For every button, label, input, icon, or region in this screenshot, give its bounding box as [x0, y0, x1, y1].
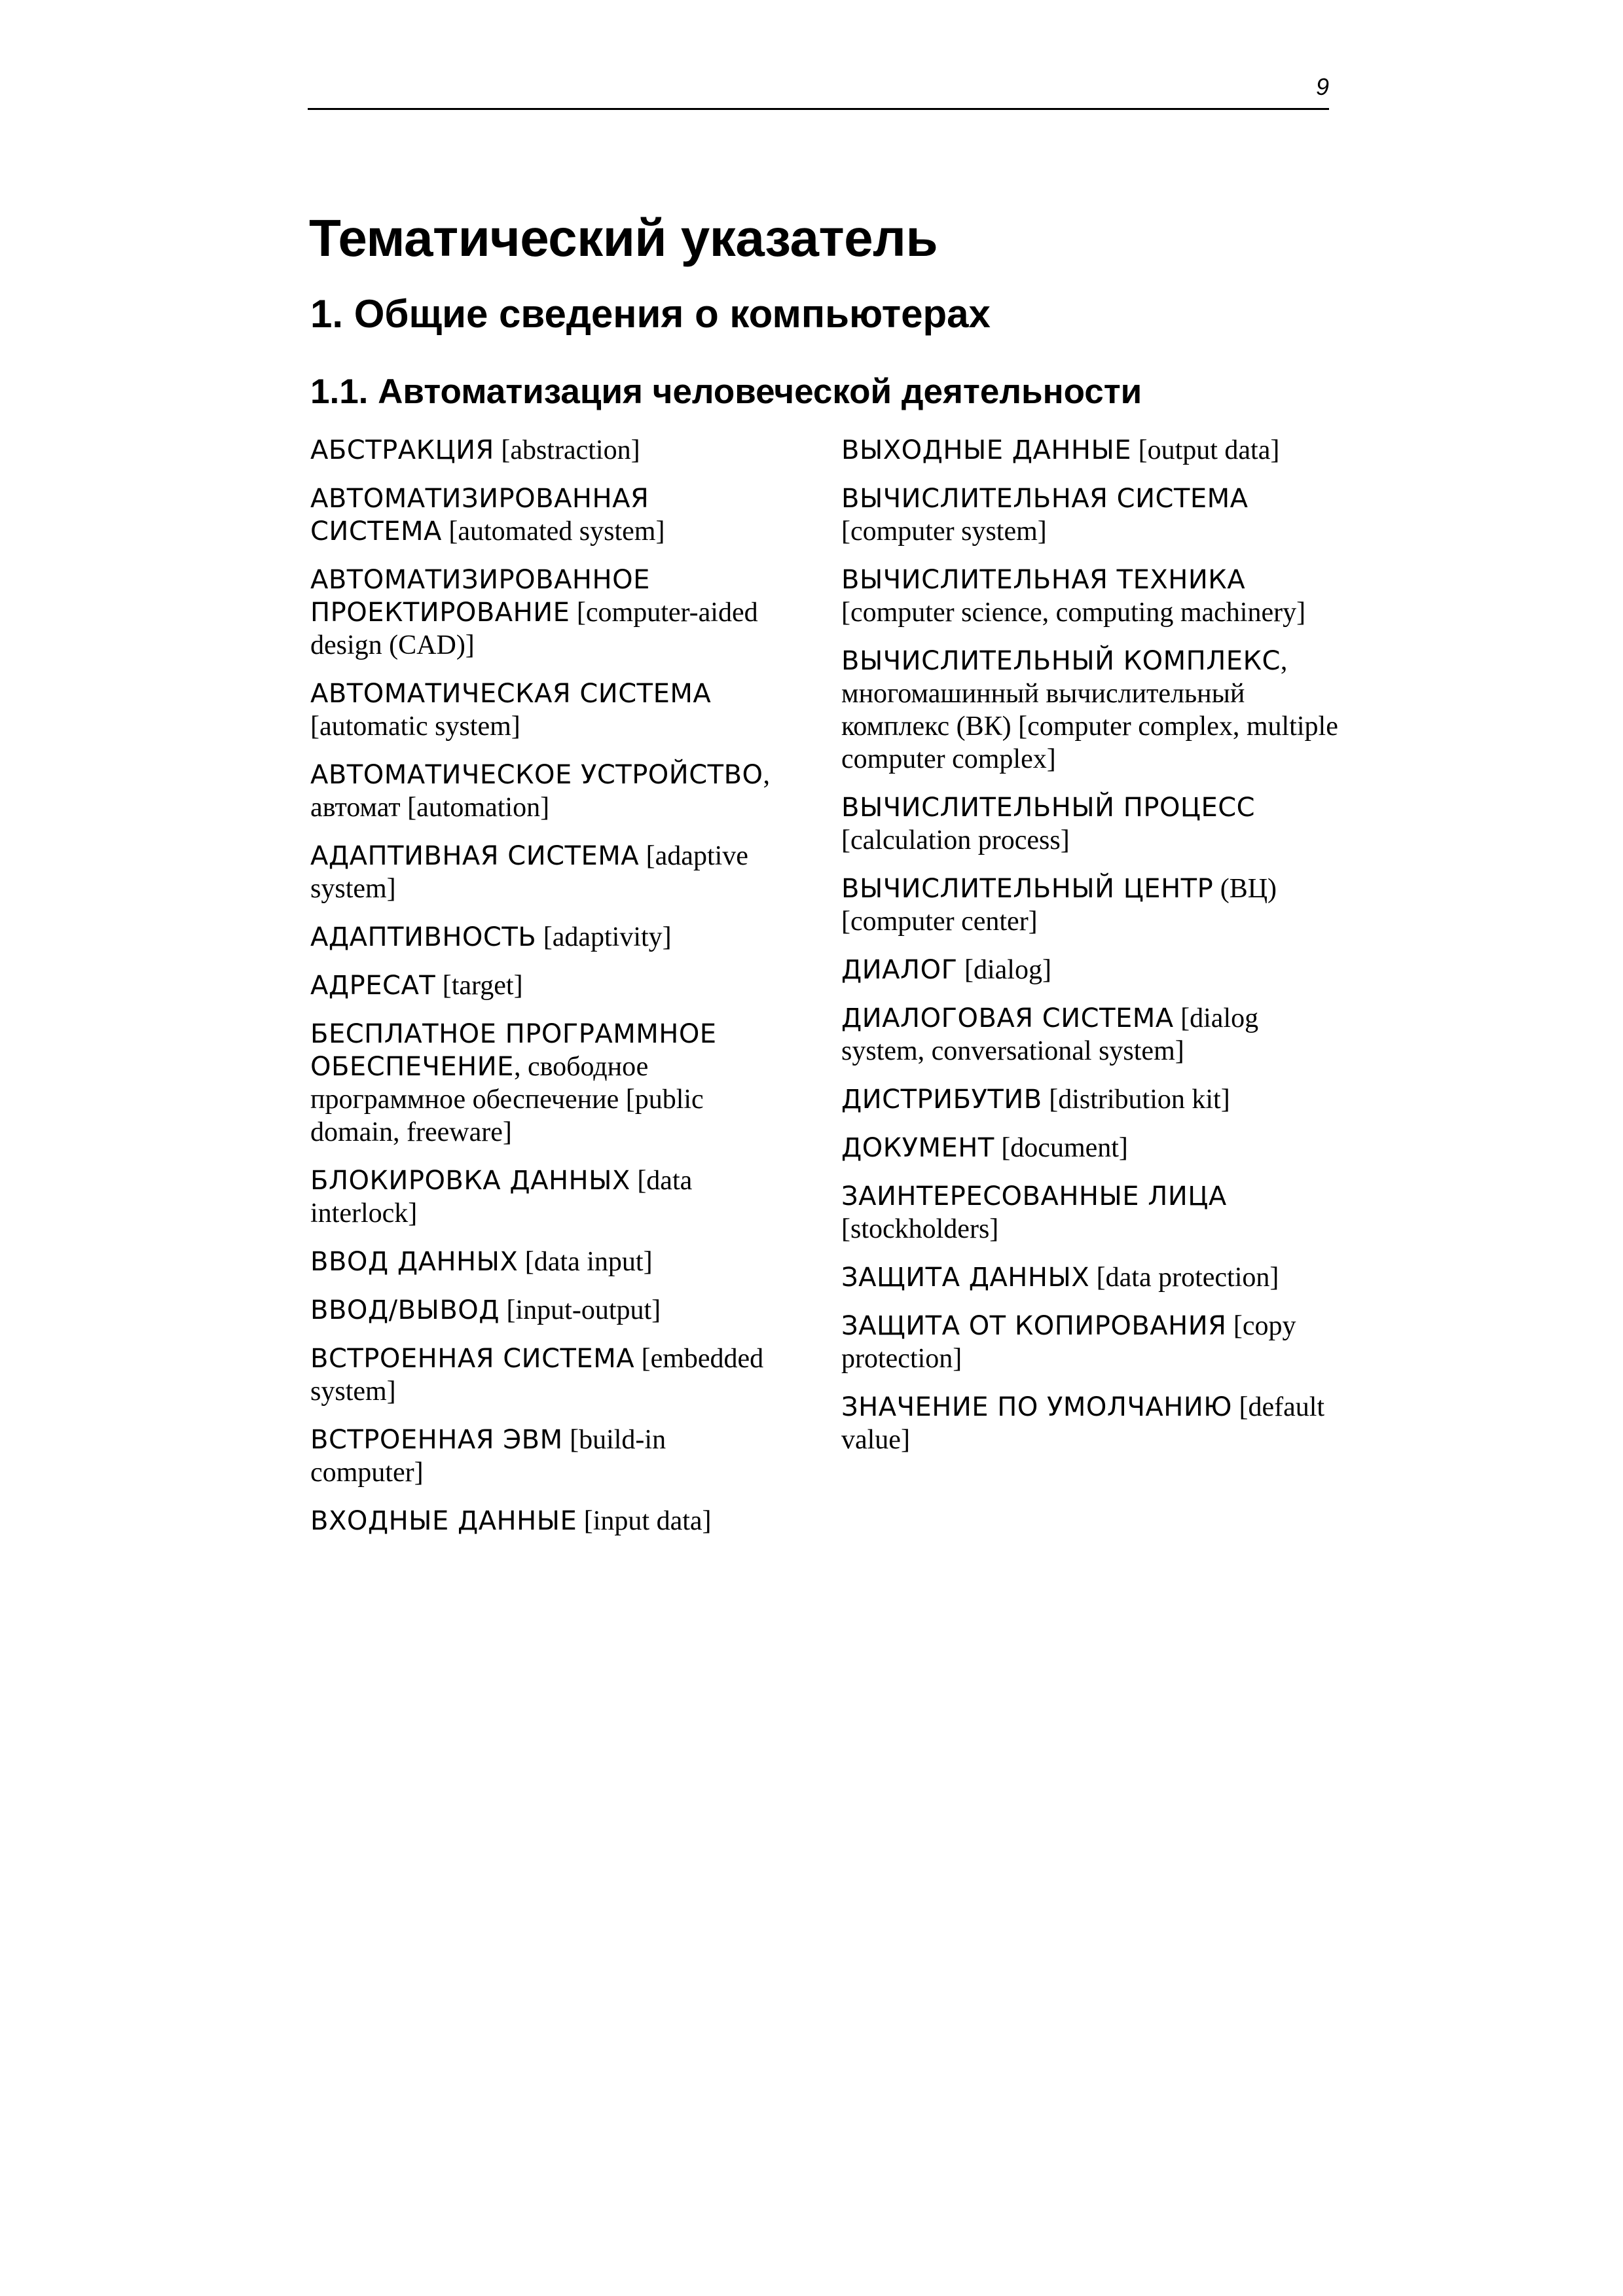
index-entry — [310, 969, 782, 1002]
entry-term: ВЫЧИСЛИТЕЛЬНАЯ СИСТЕМА — [841, 484, 1249, 514]
entry-detail: [target] — [435, 971, 523, 1001]
index-entry — [310, 1018, 782, 1149]
index-entry — [841, 1083, 1339, 1116]
entry-term: ВСТРОЕННАЯ СИСТЕМА — [310, 1344, 635, 1374]
index-entry — [310, 759, 782, 824]
entry-detail: , многомашинный вычислительный комплекс (ВК) [computer complex, multiple computer complex] — [841, 646, 1338, 774]
index-entry — [310, 677, 782, 743]
index-entry — [841, 1391, 1339, 1456]
entry-term: ЗАЩИТА ДАННЫХ — [841, 1263, 1090, 1293]
entry-detail: [document] — [994, 1133, 1128, 1163]
entry-term: ДОКУМЕНТ — [841, 1133, 994, 1163]
left-column — [310, 434, 782, 1553]
index-entry — [841, 1132, 1339, 1164]
entry-term: АДРЕСАТ — [310, 971, 436, 1001]
entry-detail: [dialog system, conversational system] — [841, 1003, 1259, 1066]
entry-term: ЗНАЧЕНИЕ ПО УМОЛЧАНИЮ — [841, 1392, 1232, 1422]
entry-term: БЕСПЛАТНОЕ ПРОГРАММНОЕ ОБЕСПЕЧЕНИЕ — [310, 1019, 717, 1082]
entry-detail: [dialog] — [957, 955, 1051, 985]
entry-term: ВЫХОДНЫЕ ДАННЫЕ — [841, 435, 1132, 465]
entry-detail: [output data] — [1131, 435, 1280, 465]
entry-term: ВЫЧИСЛИТЕЛЬНАЯ ТЕХНИКА — [841, 565, 1246, 595]
entry-term: АВТОМАТИЧЕСКОЕ УСТРОЙСТВО — [310, 760, 763, 790]
entry-term: АДАПТИВНАЯ СИСТЕМА — [310, 841, 640, 871]
index-entry — [310, 1164, 782, 1230]
entry-term: АВТОМАТИЧЕСКАЯ СИСТЕМА — [310, 679, 712, 709]
entry-detail: [data interlock] — [310, 1166, 693, 1229]
entry-term: ВСТРОЕННАЯ ЭВМ — [310, 1425, 563, 1455]
entry-term: ВВОД ДАННЫХ — [310, 1247, 519, 1277]
index-entry — [841, 434, 1339, 467]
entry-detail: [data protection] — [1089, 1263, 1279, 1293]
entry-term: ДИАЛОГ — [841, 955, 958, 985]
index-entry — [841, 1261, 1339, 1294]
entry-term: БЛОКИРОВКА ДАННЫХ — [310, 1166, 630, 1196]
right-column — [841, 434, 1339, 1472]
entry-detail: [input data] — [577, 1506, 712, 1536]
index-entry — [310, 1294, 782, 1327]
entry-term: АВТОМАТИЗИРОВАННОЕ ПРОЕКТИРОВАНИЕ — [310, 565, 650, 628]
entry-term: ВЫЧИСЛИТЕЛЬНЫЙ ЦЕНТР — [841, 874, 1214, 904]
index-entry — [310, 921, 782, 954]
entry-detail: [computer-aided design (CAD)] — [310, 598, 758, 660]
index-entry — [841, 1310, 1339, 1375]
index-entry — [310, 482, 782, 548]
entry-detail: [data input] — [518, 1247, 653, 1277]
entry-term: ДИСТРИБУТИВ — [841, 1085, 1042, 1115]
index-entry — [841, 872, 1339, 938]
index-entry — [841, 1002, 1339, 1067]
index-entry — [841, 1180, 1339, 1246]
index-entry — [841, 482, 1339, 548]
subsection-heading: 1.1. Автоматизация человеческой деятельности — [310, 372, 1142, 411]
entry-term: ЗАЩИТА ОТ КОПИРОВАНИЯ — [841, 1311, 1227, 1341]
index-entry — [310, 840, 782, 905]
page-title: Тематический указатель — [309, 209, 938, 267]
index-entry — [841, 564, 1339, 629]
index-entry — [841, 954, 1339, 986]
entry-term: ЗАИНТЕРЕСОВАННЫЕ ЛИЦА — [841, 1181, 1227, 1211]
entry-term: ВЫЧИСЛИТЕЛЬНЫЙ КОМПЛЕКС — [841, 646, 1281, 676]
entry-detail: [input-output] — [500, 1295, 661, 1325]
entry-term: ВВОД/ВЫВОД — [310, 1295, 500, 1325]
entry-detail: [automated system] — [441, 516, 665, 547]
entry-term: ВЫЧИСЛИТЕЛЬНЫЙ ПРОЦЕСС — [841, 793, 1256, 823]
index-entry — [310, 564, 782, 662]
entry-detail: [stockholders] — [841, 1214, 999, 1244]
entry-detail: [automatic system] — [310, 711, 520, 742]
entry-term: АВТОМАТИЗИРОВАННАЯ СИСТЕМА — [310, 484, 649, 547]
index-entry — [841, 791, 1339, 857]
entry-detail: [adaptive system] — [310, 841, 748, 904]
entry-detail: (ВЦ) [computer center] — [841, 874, 1277, 937]
entry-detail: [default value] — [841, 1392, 1325, 1455]
entry-term: ВХОДНЫЕ ДАННЫЕ — [310, 1506, 577, 1536]
entry-detail: [adaptivity] — [536, 922, 672, 952]
page-number: 9 — [1315, 73, 1329, 100]
section-heading: 1. Общие сведения о компьютерах — [310, 292, 991, 336]
entry-detail: [build-in computer] — [310, 1425, 666, 1488]
entry-detail: [computer system] — [841, 516, 1047, 547]
entry-detail: [abstraction] — [494, 435, 640, 465]
entry-detail: , свободное программное обеспечение [public domain, freeware] — [310, 1052, 704, 1147]
entry-term: АДАПТИВНОСТЬ — [310, 922, 537, 952]
index-entry — [841, 645, 1339, 776]
entry-term: ДИАЛОГОВАЯ СИСТЕМА — [841, 1003, 1174, 1033]
entry-detail: [computer science, computing machinery] — [841, 598, 1306, 628]
index-entry — [310, 1342, 782, 1408]
entry-detail: [embedded system] — [310, 1344, 764, 1407]
index-entry — [310, 1424, 782, 1489]
entry-term: АБСТРАКЦИЯ — [310, 435, 494, 465]
entry-detail: , автомат [automation] — [310, 760, 771, 823]
entry-detail: [calculation process] — [841, 825, 1070, 855]
index-entry — [310, 434, 782, 467]
entry-detail: [copy protection] — [841, 1311, 1296, 1374]
entry-detail: [distribution kit] — [1042, 1085, 1230, 1115]
index-entry — [310, 1246, 782, 1278]
index-entry — [310, 1505, 782, 1537]
header-rule — [308, 108, 1329, 110]
